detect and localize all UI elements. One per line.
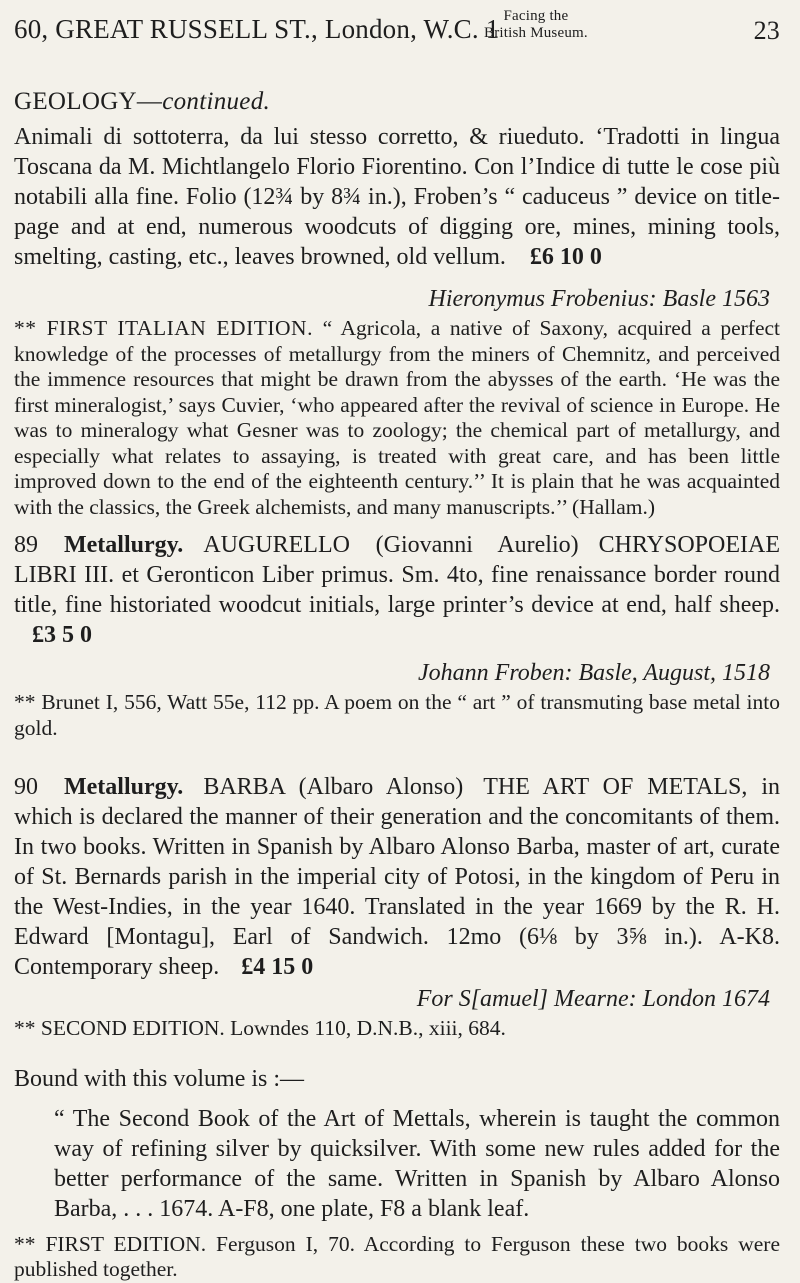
entry-89-text	[14, 530, 780, 650]
facing-line-2: British Museum.	[484, 25, 588, 41]
entry-continued-note-label: ** FIRST ITALIAN EDITION.	[14, 316, 313, 340]
entry-90-note: ** SECOND EDITION. Lowndes 110, D.N.B., xiii, 684.	[14, 1016, 506, 1040]
entry-89	[14, 530, 780, 741]
entry-89-price: £3 5 0	[32, 622, 92, 648]
page-header	[14, 8, 780, 56]
catalogue-page	[14, 0, 781, 1281]
entry-continued-imprint: Hieronymus Frobenius: Basle 1563	[428, 286, 770, 312]
entry-continued-note	[14, 316, 780, 520]
entry-90-subject: Metallurgy.	[64, 774, 184, 800]
entry-90-bound-label: Bound with this volume is :—	[14, 1065, 305, 1092]
running-head: 60, GREAT RUSSELL ST., London, W.C. 1	[14, 14, 500, 44]
entry-90-body: THE ART OF METALS, in which is declared the manner of their generation and the concomitants of them. In two books. Written in Spanish by Albaro Alonso Barba, master of art, curate of St. Bernards parish in the imperial city of Potosi, in the kingdom of Peru in the West-Indies, in the year 1640. Translated in the year 1669 by the R. H. Edward [Montagu], Earl of Sandwich. 12mo (6⅛ by 3⅝ in.). A-K8. Contemporary sheep.	[14, 774, 780, 980]
entry-90-bound-text: “ The Second Book of the Art of Mettals, wherein is taught the common way of refining silver by quicksilver. With some new rules added for the better performance of the same. Written in Spanish by Albaro Alonso Barba, . . . 1674. A-F8, one plate, F8 a blank leaf.	[54, 1105, 780, 1222]
entry-continued-body: Animali di sottoterra, da lui stesso corretto, & riueduto. ‘Tradotti in lingua Toscana da M. Michtlangelo Florio Fiorentino. Con l’Indice di tutte le cose più notabili alla fine. Folio (12¾ by 8¾ in.), Froben’s “ caduceus ” device on title-page and at end, numerous woodcuts of digging ore, mines, mining tools, smelting, casting, etc., leaves browned, old vellum.	[14, 124, 780, 270]
entry-90-number: 90	[14, 774, 38, 800]
entry-89-note: ** Brunet I, 556, Watt 55e, 112 pp. A poem on the “ art ” of transmuting base metal into gold.	[14, 690, 780, 740]
entry-90-bound-note: ** FIRST EDITION. Ferguson I, 70. According to Ferguson these two books were published together.	[14, 1231, 780, 1281]
entry-90-text	[14, 772, 780, 982]
section-title-cont: continued.	[162, 88, 271, 115]
facing-note	[484, 8, 588, 42]
entry-continued	[14, 122, 780, 520]
section-title	[14, 88, 270, 116]
entry-89-author: AUGURELLO (Giovanni Aurelio)	[203, 532, 579, 558]
entry-90-author: BARBA (Albaro Alonso)	[203, 774, 464, 800]
entry-89-imprint: Johann Froben: Basle, August, 1518	[418, 660, 770, 686]
entry-continued-note-text: “ Agricola, a native of Saxony, acquired a perfect knowledge of the processes of metallurgy from the miners of Chemnitz, and perceived the immence resources that might be drawn from the abysses of the earth. ‘He was the first mineralogist,’ says Cuvier, ‘who appeared after the revival of science in Europe. He was to mineralogy what Gesner was to zoology; the chemical part of metallurgy, and especially what relates to assaying, is treated with great care, and has been little improved down to the end of the eighteenth century.’’ It is plain that he was acquainted with the classics, the Greek alchemists, and many manuscripts.’’ (Hallam.)	[14, 316, 781, 519]
entry-90-imprint: For S[amuel] Mearne: London 1674	[416, 986, 770, 1012]
entry-continued-text	[14, 122, 780, 272]
section-title-main: GEOLOGY—	[14, 88, 163, 115]
entry-89-number: 89	[14, 532, 38, 558]
entry-89-subject: Metallurgy.	[64, 532, 184, 558]
entry-continued-price: £6 10 0	[529, 244, 602, 270]
page-number: 23	[753, 16, 780, 45]
entry-89-description: Sm. 4to, fine renaissance border round title, fine historiated woodcut initials, large printer’s device at end, half sheep.	[14, 562, 781, 618]
entry-89-title: CHRYSOPOEIAE LIBRI III. et Geronticon Liber primus.	[14, 532, 780, 588]
entry-90	[14, 772, 780, 1283]
entry-90-price: £4 15 0	[241, 954, 314, 980]
facing-line-1: Facing the	[503, 8, 569, 24]
